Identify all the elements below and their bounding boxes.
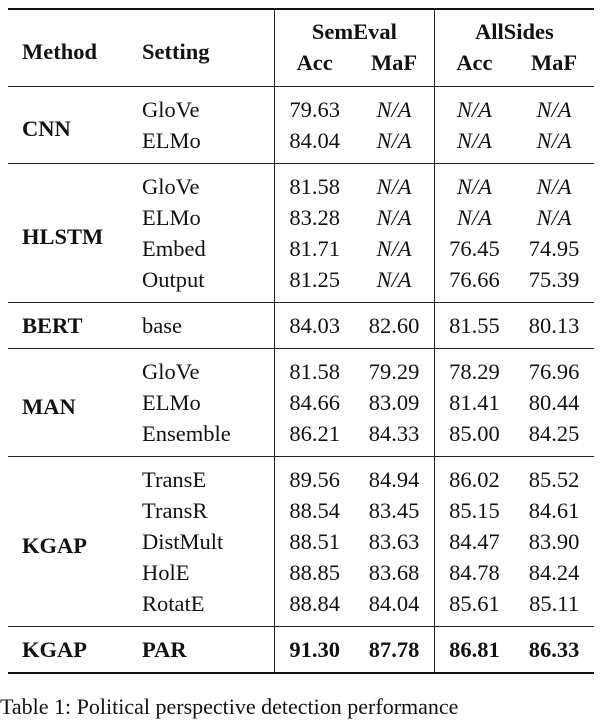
value-cell-allsides-maf: 74.95 [528, 236, 580, 261]
value-cell-semeval-maf: 84.94 [354, 457, 434, 496]
value-cell-allsides-acc: 76.66 [434, 264, 514, 303]
table-caption: Table 1: Political perspective detection performance [0, 694, 459, 719]
table-row [8, 627, 594, 674]
value-cell-semeval-acc: 81.71 [275, 233, 355, 264]
setting-cell: Output [142, 267, 205, 292]
header-metric-allsides-maf: MaF [530, 50, 578, 75]
value-cell-semeval-acc: 88.84 [275, 588, 355, 627]
table-row [8, 457, 594, 496]
value-cell-allsides-acc: N/A [434, 87, 514, 126]
value-cell-allsides-acc: N/A [434, 125, 514, 164]
method-cell: CNN [8, 87, 140, 164]
value-cell-semeval-maf: N/A [376, 236, 412, 261]
method-cell: MAN [8, 349, 140, 457]
setting-cell: ELMo [142, 205, 201, 230]
setting-cell: Ensemble [142, 421, 231, 446]
value-cell-semeval-acc: 81.58 [275, 164, 355, 203]
setting-cell: Embed [142, 236, 206, 261]
setting-cell: DistMult [142, 529, 224, 554]
setting-cell: HolE [142, 560, 190, 585]
value-cell-allsides-acc: 81.41 [434, 387, 514, 418]
value-cell-allsides-maf: 85.52 [514, 457, 594, 496]
value-cell-allsides-maf: 85.11 [529, 591, 579, 616]
setting-cell: TransE [140, 457, 275, 496]
value-cell-semeval-acc: 84.66 [275, 387, 355, 418]
header-row-groups [8, 9, 594, 47]
value-cell-semeval-maf: N/A [354, 87, 434, 126]
header-metric-allsides-acc: Acc [434, 47, 514, 87]
value-cell-semeval-maf: N/A [376, 128, 412, 153]
value-cell-allsides-acc: 78.29 [434, 349, 514, 388]
value-cell-semeval-acc: 79.63 [275, 87, 355, 126]
header-group-semeval: SemEval [275, 9, 435, 47]
value-cell-semeval-acc: 88.54 [275, 495, 355, 526]
value-cell-semeval-maf: 83.09 [368, 390, 420, 415]
value-cell-semeval-acc: 84.03 [275, 303, 355, 349]
value-cell-allsides-maf: 84.61 [528, 498, 580, 523]
setting-cell: ELMo [142, 128, 201, 153]
value-cell-allsides-maf: 84.24 [528, 560, 580, 585]
method-cell: HLSTM [8, 164, 140, 303]
value-cell-semeval-maf: 83.63 [368, 529, 420, 554]
results-table [8, 8, 594, 674]
value-cell-allsides-acc: 84.78 [434, 557, 514, 588]
value-cell-semeval-acc: 81.25 [275, 264, 355, 303]
method-cell: BERT [8, 303, 140, 349]
header-metric-semeval-maf: MaF [370, 50, 418, 75]
header-metric-semeval-acc: Acc [275, 47, 355, 87]
value-cell-allsides-acc: 85.61 [434, 588, 514, 627]
value-cell-allsides-acc: 86.02 [434, 457, 514, 496]
value-cell-semeval-maf: 83.45 [368, 498, 420, 523]
header-group-allsides: AllSides [434, 9, 594, 47]
value-cell-semeval-acc: 89.56 [275, 457, 355, 496]
value-cell-allsides-maf: 76.96 [514, 349, 594, 388]
setting-cell: GloVe [140, 164, 275, 203]
value-cell-semeval-maf: 87.78 [354, 627, 434, 674]
table-row [8, 87, 594, 126]
setting-cell: base [140, 303, 275, 349]
table-header [8, 9, 594, 87]
header-setting: Setting [140, 9, 275, 87]
header-method: Method [8, 9, 140, 87]
value-cell-semeval-acc: 88.85 [275, 557, 355, 588]
value-cell-allsides-maf: N/A [536, 128, 572, 153]
setting-cell: ELMo [142, 390, 201, 415]
value-cell-allsides-acc: N/A [434, 202, 514, 233]
value-cell-semeval-acc: 84.04 [275, 125, 355, 164]
value-cell-semeval-maf: 83.68 [368, 560, 420, 585]
value-cell-semeval-acc: 91.30 [275, 627, 355, 674]
table-row [8, 303, 594, 349]
setting-cell: RotatE [142, 591, 205, 616]
value-cell-semeval-maf: 79.29 [354, 349, 434, 388]
setting-cell: PAR [140, 627, 275, 674]
value-cell-allsides-acc: 86.81 [434, 627, 514, 674]
value-cell-semeval-acc: 81.58 [275, 349, 355, 388]
value-cell-semeval-acc: 88.51 [275, 526, 355, 557]
value-cell-semeval-maf: N/A [376, 205, 412, 230]
value-cell-semeval-maf: 84.33 [368, 421, 420, 446]
method-cell: KGAP [8, 627, 140, 674]
table-body [8, 87, 594, 674]
value-cell-allsides-acc: 85.00 [434, 418, 514, 457]
value-cell-allsides-maf: N/A [514, 164, 594, 203]
value-cell-allsides-maf: 84.25 [528, 421, 580, 446]
value-cell-allsides-maf: 80.13 [514, 303, 594, 349]
table-row [8, 164, 594, 203]
setting-cell: GloVe [140, 87, 275, 126]
method-cell: KGAP [8, 457, 140, 627]
table-row [8, 349, 594, 388]
value-cell-allsides-acc: 76.45 [434, 233, 514, 264]
value-cell-allsides-maf: 80.44 [528, 390, 580, 415]
value-cell-allsides-maf: N/A [536, 205, 572, 230]
value-cell-allsides-maf: N/A [514, 87, 594, 126]
value-cell-allsides-maf: 83.90 [528, 529, 580, 554]
value-cell-semeval-acc: 86.21 [275, 418, 355, 457]
value-cell-semeval-maf: N/A [354, 164, 434, 203]
value-cell-semeval-maf: N/A [376, 267, 412, 292]
value-cell-allsides-acc: 85.15 [434, 495, 514, 526]
value-cell-allsides-maf: 75.39 [528, 267, 580, 292]
setting-cell: GloVe [140, 349, 275, 388]
value-cell-semeval-acc: 83.28 [275, 202, 355, 233]
value-cell-semeval-maf: 82.60 [354, 303, 434, 349]
setting-cell: TransR [142, 498, 208, 523]
value-cell-allsides-maf: 86.33 [514, 627, 594, 674]
results-table-container [8, 8, 594, 674]
value-cell-allsides-acc: 81.55 [434, 303, 514, 349]
value-cell-semeval-maf: 84.04 [368, 591, 420, 616]
value-cell-allsides-acc: 84.47 [434, 526, 514, 557]
value-cell-allsides-acc: N/A [434, 164, 514, 203]
